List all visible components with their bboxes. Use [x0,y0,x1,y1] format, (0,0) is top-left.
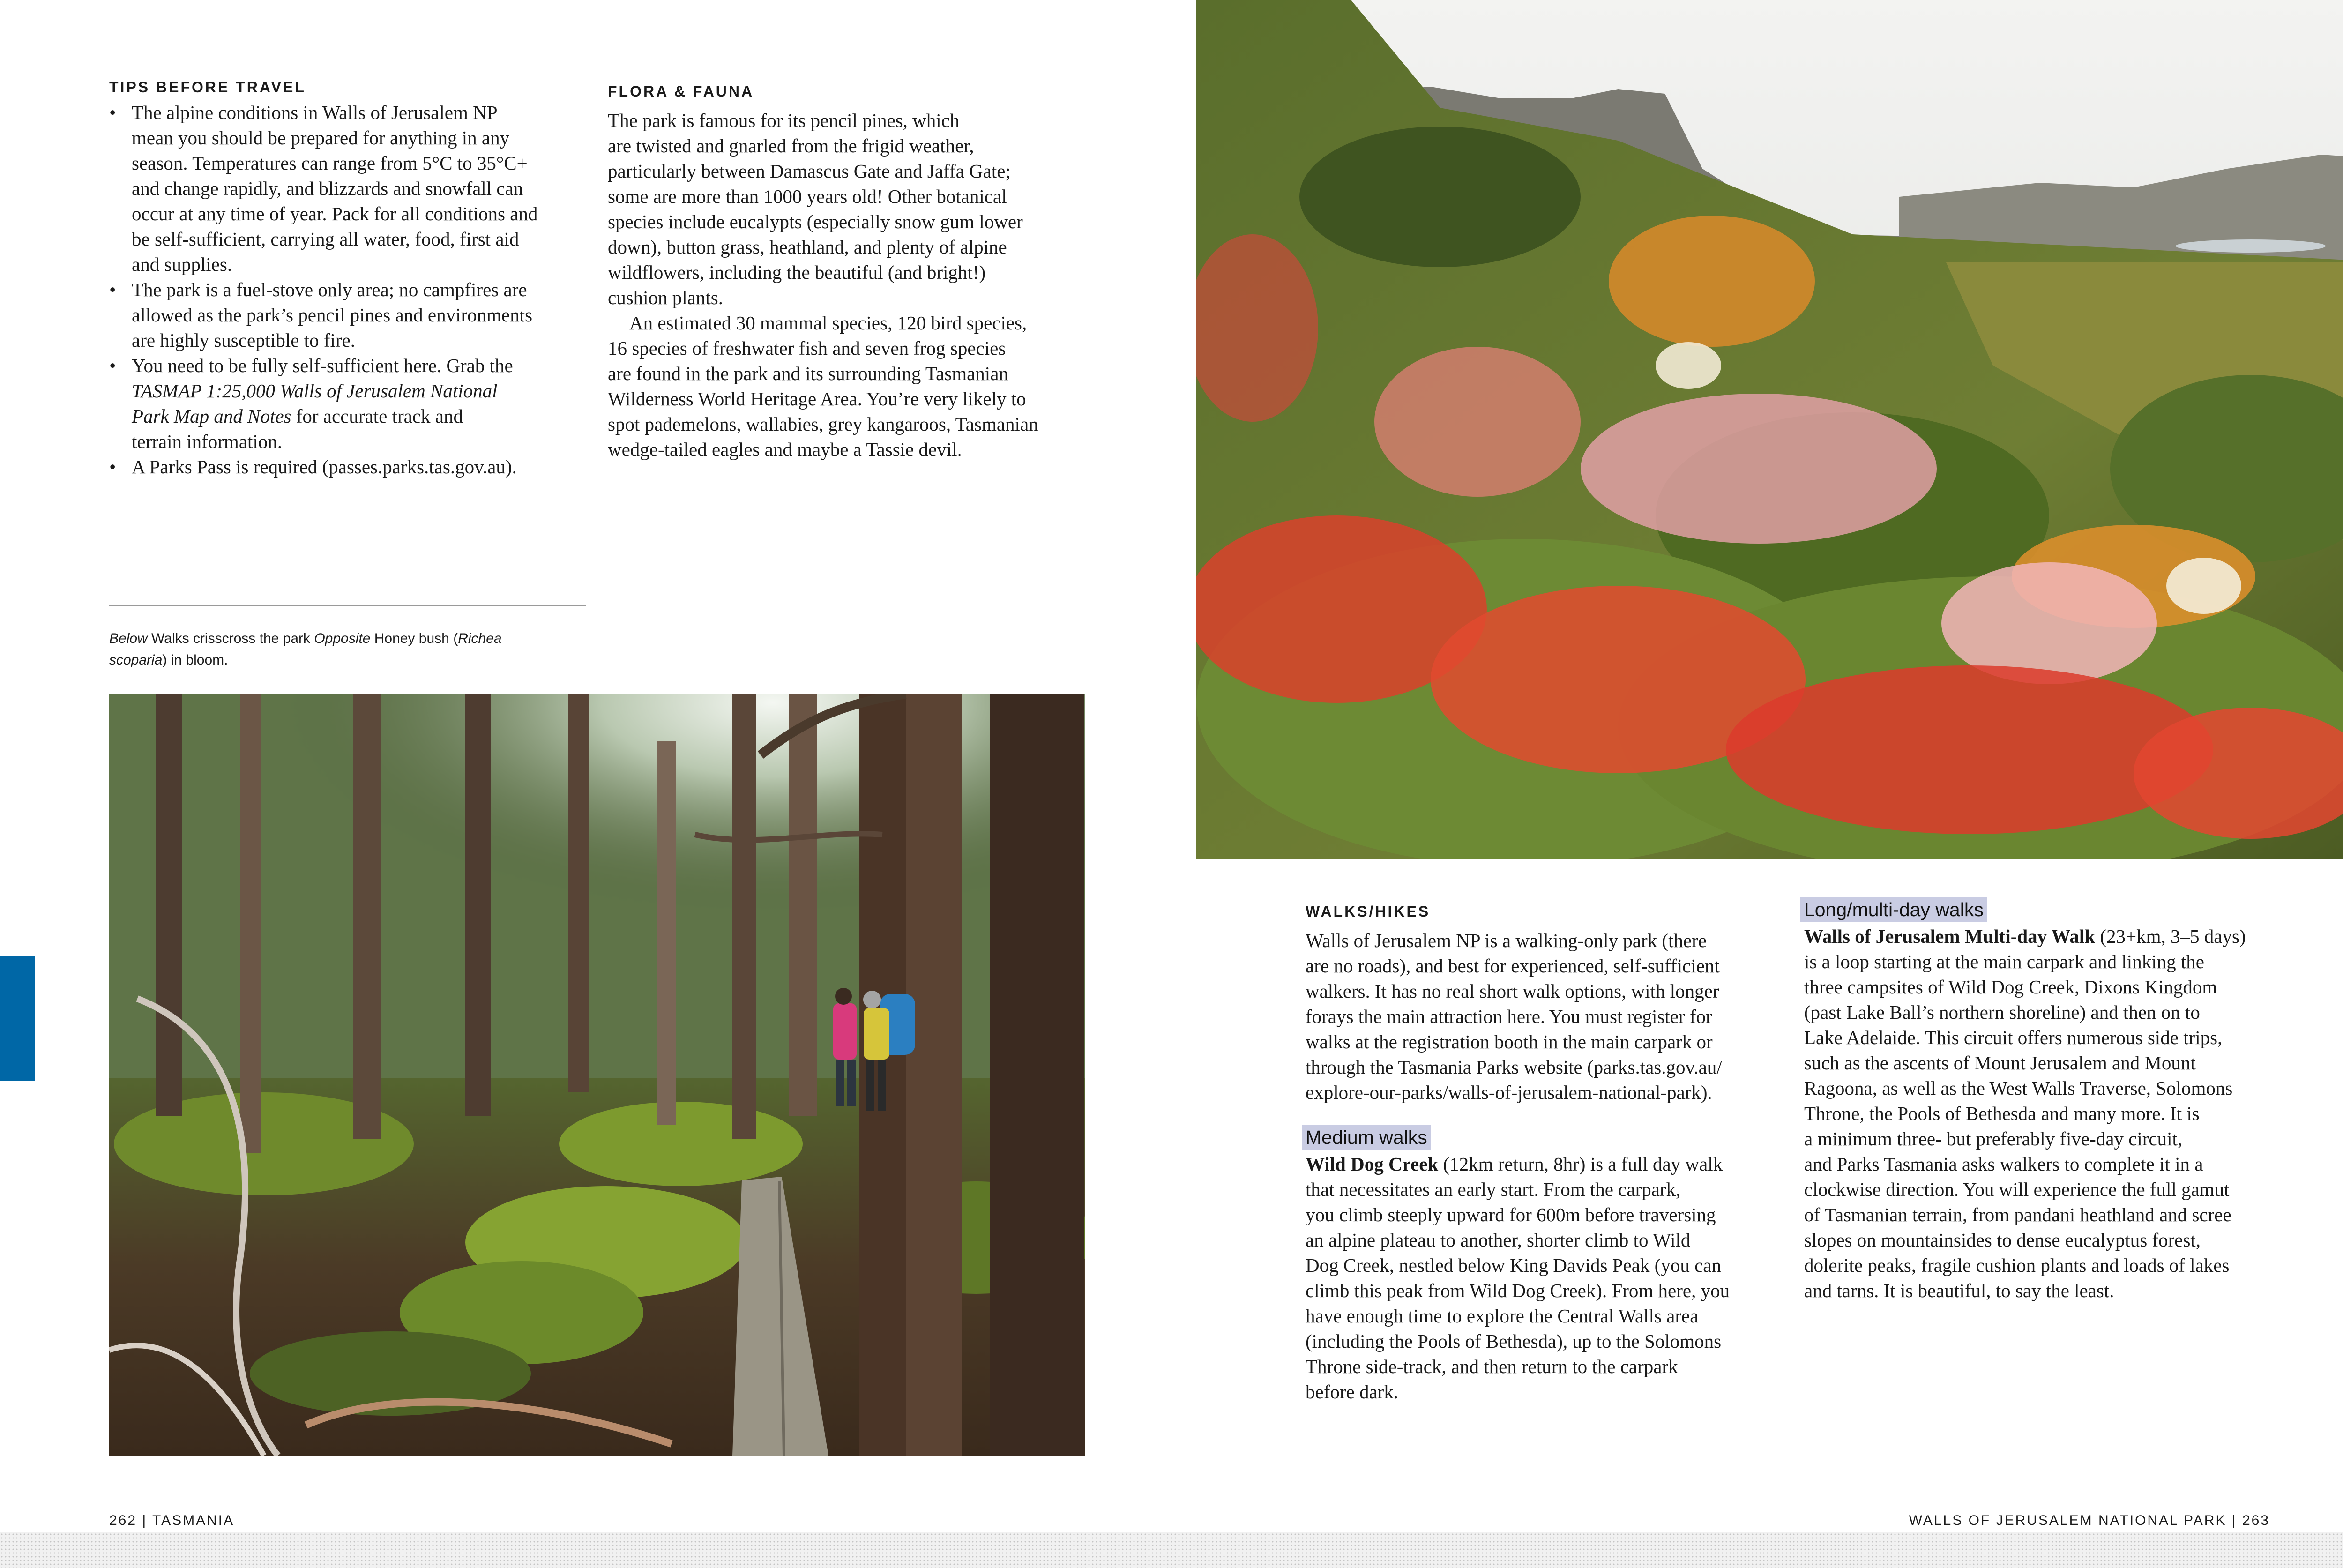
flora-heading: FLORA & FAUNA [608,83,754,100]
caption-divider [109,605,586,606]
walk-title: Wild Dog Creek [1306,1153,1439,1175]
flora-section [608,79,1090,462]
fauna-paragraph: An estimated 30 mammal species, 120 bird species, 16 species of freshwater fish and seven frog species are found in the park and its surrounding Tasmanian Wilderness World Heritage Area. You’re very likely to spot pademelons, wallabies, grey kangaroos, Tasmanian wedge-tailed eagles and maybe a Tassie devil. [608,312,1038,460]
walk-title: Walls of Jerusalem Multi-day Walk [1804,926,2096,947]
wild-dog-creek-description: Wild Dog Creek (12km return, 8hr) is a full day walk that necessitates an early start. From the carpark, you climb steeply upward for 600m before traversing an alpine plateau to another, shorter climb to Wild Dog Creek, nestled below King Davids Peak (you can climb this peak from Wild Dog Creek). From here, you have enough time to explore the Central Walls area (including the Pools of Bethesda), up to the Solomons Throne side-track, and then return to the carpark before dark. [1306,1153,1730,1403]
tips-heading: TIPS BEFORE TRAVEL [109,79,306,96]
chapter-tab-left [0,956,35,1081]
page-number: 262 [109,1513,137,1528]
forest-walk-illustration [109,694,1085,1456]
multi-day-walk-description: Walls of Jerusalem Multi-day Walk (23+km, 3–5 days) is a loop starting at the main carpark and linking the three campsites of Wild Dog Creek, Dixons Kingdom (past Lake Ball’s northern shoreline) and then on to Lake Adelaide. This circuit offers numerous side trips, such as the ascents of Mount Jerusalem and Mount Ragoona, as well as the West Walls Traverse, Solomons Throne, the Pools of Bethesda and many more. It is a minimum three- but preferably five-day circuit, and Parks Tasmania asks walkers to complete it in a clockwise direction. You will experience the full gamut of Tasmanian terrain, from pandani heathland and scree slopes on mountainsides to dense eucalyptus forest, dolerite peaks, fragile cushion plants and loads of lakes and tarns. It is beautiful, to say the least. [1804,926,2246,1301]
folio-right: WALLS OF JERUSALEM NATIONAL PARK | 263 [1909,1513,2270,1528]
right-page [1196,0,2343,1568]
tip-item: • You need to be fully self-sufficient here. Grab the TASMAP 1:25,000 Walls of Jerusalem National Park Map and Notes for accurate track and terrain information. [132,353,587,454]
forest-walk-photo [109,694,1085,1456]
long-walks-section [1804,897,2301,1303]
honey-bush-illustration [1196,0,2343,859]
tip-item: • The alpine conditions in Walls of Jerusalem NP mean you should be prepared for anything in any season. Temperatures can range from 5°C to 35°C+ and change rapidly, and blizzards and snowfall can occur at any time of year. Pack for all conditions and be self-sufficient, carrying all water, food, first aid and supplies. [132,100,587,277]
honey-bush-photo [1196,0,2343,859]
walks-heading: WALKS/HIKES [1306,903,1431,920]
long-walks-subhead: Long/multi-day walks [1800,897,1987,922]
section-name: TASMANIA [152,1513,235,1528]
scan-edge-pattern [0,1532,2343,1568]
walks-section [1306,899,1779,1404]
tips-list [109,100,587,479]
flora-paragraph: The park is famous for its pencil pines, which are twisted and gnarled from the frigid weather, particularly between Damascus Gate and Jaffa Gate; some are more than 1000 years old! Other botanical species include eucalypts (especially snow gum lower down), button grass, heathland, and plenty of alpine wildflowers, including the beautiful (and bright!) cushion plants. [608,110,1023,308]
photo-caption: Below Walks crisscross the park Opposite Honey bush (Richea scoparia) in bloom. [109,631,502,668]
tip-item: • A Parks Pass is required (passes.parks.tas.gov.au). [132,454,587,479]
page-number: 263 [2242,1513,2270,1528]
tips-section [109,79,587,479]
section-name: WALLS OF JERUSALEM NATIONAL PARK [1909,1513,2227,1528]
walks-intro: Walls of Jerusalem NP is a walking-only park (there are no roads), and best for experienced, self-sufficient walkers. It has no real short walk options, with longer forays the main attraction here. You must register for walks at the registration booth in the main carpark or through the Tasmania Parks website (parks.tas.gov.au/ explore-our-parks/walls-of-jerusalem-national-park). [1306,930,1722,1103]
medium-walks-subhead: Medium walks [1302,1125,1431,1150]
folio-left: 262 | TASMANIA [109,1513,235,1528]
tip-item: • The park is a fuel-stove only area; no campfires are allowed as the park’s pencil pines and environments are highly susceptible to fire. [132,277,587,353]
